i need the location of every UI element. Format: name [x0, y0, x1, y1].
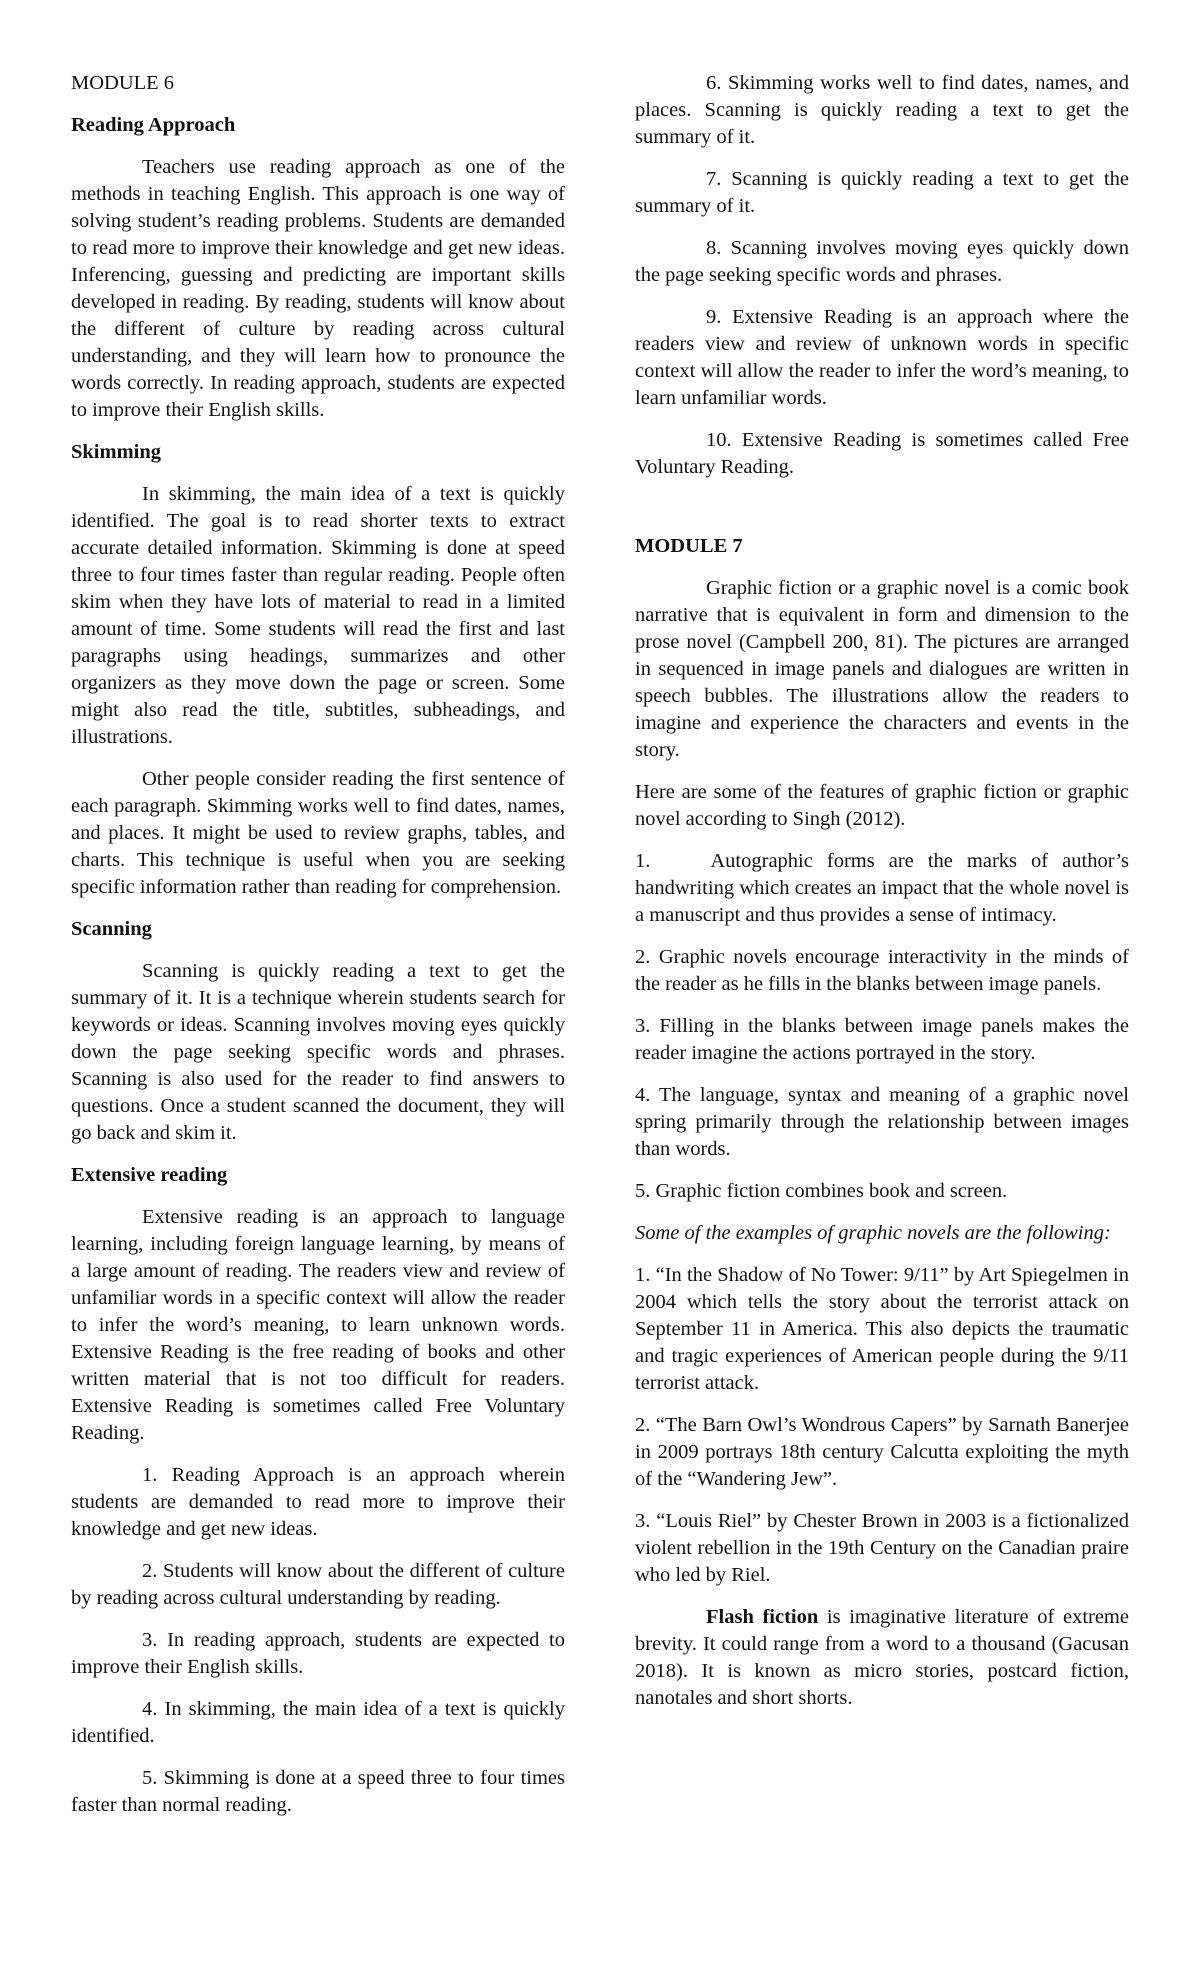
- feature-item: 3. Filling in the blanks between image panels makes the reader imagine the actions portrayed in the story.: [635, 1015, 1129, 1064]
- skimming-paragraph-2: Other people consider reading the first sentence of each paragraph. Skimming works well to find dates, names, and places. It might be used to review graphs, tables, and charts. This technique is useful when you are seeking specific information rather than reading for comprehension.: [71, 768, 565, 898]
- skimming-heading: Skimming: [71, 441, 161, 463]
- example-item: 3. “Louis Riel” by Chester Brown in 2003 is a fictionalized violent rebellion in the 19th Century on the Canadian praire who led by Riel.: [635, 1510, 1129, 1586]
- flash-fiction-text: is imaginative literature of extreme brevity. It could range from a word to a thousand (Gacusan 2018). It is known as micro stories, postcard fiction, nanotales and short shorts.: [635, 1606, 1129, 1709]
- summary-item: 9. Extensive Reading is an approach where the readers view and review of unknown words in specific context will allow the reader to infer the word’s meaning, to learn unfamiliar words.: [635, 306, 1129, 409]
- feature-item: 5. Graphic fiction combines book and screen.: [635, 1180, 1008, 1202]
- feature-item: [635, 848, 1129, 929]
- summary-item: 4. In skimming, the main idea of a text is quickly identified.: [71, 1698, 565, 1747]
- flash-fiction-paragraph: [635, 1604, 1129, 1712]
- feature-item: 2. Graphic novels encourage interactivity in the minds of the reader as he fills in the blanks between image panels.: [635, 946, 1129, 995]
- feature-number: 1.: [635, 850, 651, 872]
- summary-item: 3. In reading approach, students are expected to improve their English skills.: [71, 1629, 565, 1678]
- right-column: [635, 70, 1129, 1727]
- summary-item: 5. Skimming is done at a speed three to four times faster than normal reading.: [71, 1767, 565, 1816]
- flash-fiction-term: Flash fiction: [706, 1606, 819, 1628]
- summary-item: 6. Skimming works well to find dates, names, and places. Scanning is quickly reading a text to get the summary of it.: [635, 72, 1129, 148]
- summary-item: 10. Extensive Reading is sometimes called Free Voluntary Reading.: [635, 429, 1129, 478]
- summary-item: 7. Scanning is quickly reading a text to get the summary of it.: [635, 168, 1129, 217]
- example-item: 2. “The Barn Owl’s Wondrous Capers” by Sarnath Banerjee in 2009 portrays 18th century Calcutta exploiting the myth of the “Wandering Jew”.: [635, 1414, 1129, 1490]
- module-6-title: MODULE 6: [71, 72, 175, 94]
- scanning-heading: Scanning: [71, 918, 152, 940]
- summary-item: 8. Scanning involves moving eyes quickly down the page seeking specific words and phrases.: [635, 237, 1129, 286]
- feature-item: 4. The language, syntax and meaning of a graphic novel spring primarily through the relationship between images than words.: [635, 1084, 1129, 1160]
- examples-intro: Some of the examples of graphic novels are the following:: [635, 1222, 1111, 1244]
- summary-item: 1. Reading Approach is an approach wherein students are demanded to read more to improve their knowledge and get new ideas.: [71, 1464, 565, 1540]
- summary-item: 2. Students will know about the different of culture by reading across cultural understanding by reading.: [71, 1560, 565, 1609]
- scanning-paragraph: Scanning is quickly reading a text to get the summary of it. It is a technique wherein students search for keywords or ideas. Scanning involves moving eyes quickly down the page seeking specific words and phrases. Scanning is also used for the reader to find answers to questions. Once a student scanned the document, they will go back and skim it.: [71, 960, 565, 1144]
- skimming-paragraph-1: In skimming, the main idea of a text is quickly identified. The goal is to read shorter texts to extract accurate detailed information. Skimming is done at speed three to four times faster than regular reading. People often skim when they have lots of material to read in a limited amount of time. Some students will read the first and last paragraphs using headings, summarizes and other organizers as they move down the page or screen. Some might also read the title, subtitles, subheadings, and illustrations.: [71, 483, 565, 748]
- feature-text: Autographic forms are the marks of author’s handwriting which creates an impact that the whole novel is a manuscript and thus provides a sense of intimacy.: [635, 850, 1129, 926]
- features-intro-paragraph: Here are some of the features of graphic fiction or graphic novel according to Singh (2012).: [635, 781, 1129, 830]
- graphic-fiction-intro-paragraph: Graphic fiction or a graphic novel is a comic book narrative that is equivalent in form and dimension to the prose novel (Campbell 200, 81). The pictures are arranged in sequenced in image panels and dialogues are written in speech bubbles. The illustrations allow the readers to imagine and experience the characters and events in the story.: [635, 577, 1129, 761]
- extensive-reading-paragraph: Extensive reading is an approach to language learning, including foreign language learning, by means of a large amount of reading. The readers view and review of unfamiliar words in a specific context will allow the reader to infer the word’s meaning, to learn unknown words. Extensive Reading is the free reading of books and other written material that is not too difficult for readers. Extensive Reading is sometimes called Free Voluntary Reading.: [71, 1206, 565, 1444]
- reading-approach-paragraph: Teachers use reading approach as one of the methods in teaching English. This approach is one way of solving student’s reading problems. Students are demanded to read more to improve their knowledge and get new ideas. Inferencing, guessing and predicting are important skills developed in reading. By reading, students will know about the different of culture by reading across cultural understanding, and they will learn how to pronounce the words correctly. In reading approach, students are expected to improve their English skills.: [71, 156, 565, 421]
- example-item: 1. “In the Shadow of No Tower: 9/11” by Art Spiegelmen in 2004 which tells the story about the terrorist attack on September 11 in America. This also depicts the traumatic and tragic experiences of American people during the 9/11 terrorist attack.: [635, 1264, 1129, 1394]
- extensive-reading-heading: Extensive reading: [71, 1164, 228, 1186]
- module-7-title: MODULE 7: [635, 535, 743, 557]
- left-column: [71, 70, 565, 1834]
- reading-approach-heading: Reading Approach: [71, 114, 236, 136]
